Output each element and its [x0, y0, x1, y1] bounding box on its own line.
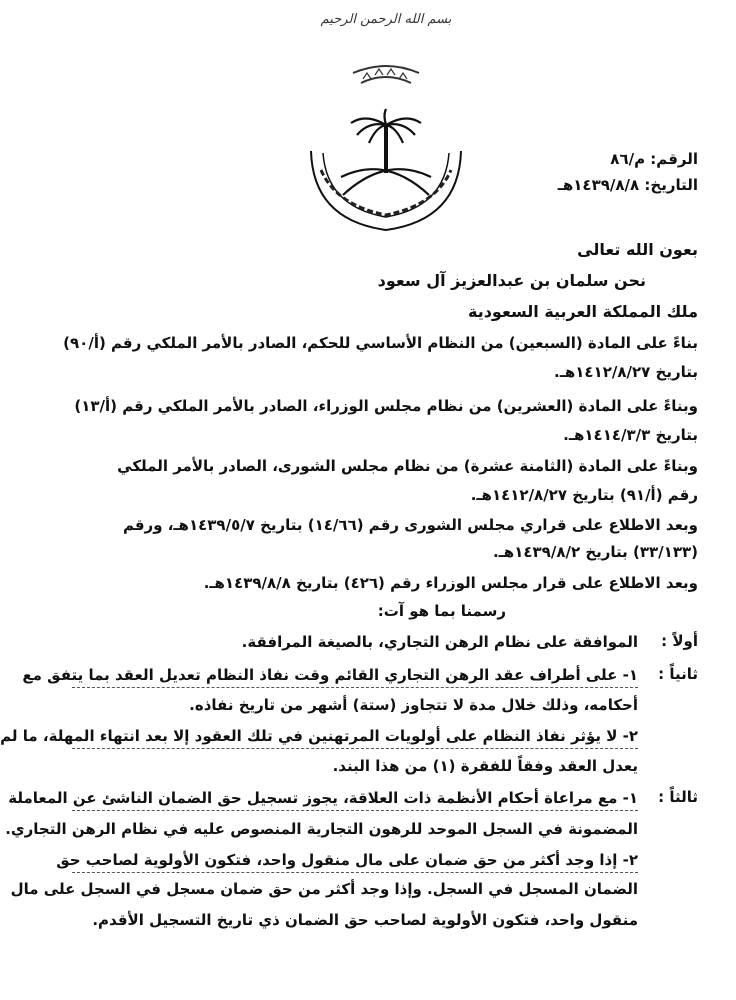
article-second-line: ٢- لا يؤثر نفاذ النظام على أولويات المرتهنين في تلك العقود إلا بعد انتهاء المهلة، ما لم	[72, 726, 638, 749]
operative-phrase: رسمنا بما هو آت:	[377, 602, 506, 620]
article-third-label: ثالثاً :	[658, 788, 698, 806]
recital-line: (٣٣/١٣٣) بتاريخ ١٤٣٩/٨/٢هـ.	[492, 543, 698, 561]
king-title: ملك المملكة العربية السعودية	[467, 302, 698, 321]
saudi-emblem-seal	[291, 55, 481, 240]
article-third-line: منقول واحد، فتكون الأولوية لصاحب حق الضمان ذي تاريخ التسجيل الأقدم.	[92, 911, 638, 929]
recital-line: رقم (أ/٩١) بتاريخ ١٤١٢/٨/٢٧هـ.	[470, 486, 698, 504]
article-second-line: ١- على أطراف عقد الرهن التجاري القائم وقت نفاذ النظام تعديل العقد بما يتفق مع	[72, 665, 638, 688]
article-second-line: أحكامه، وذلك خلال مدة لا تتجاوز (ستة) أشهر من تاريخ نفاذه.	[189, 696, 638, 714]
article-third-line: الضمان المسجل في السجل. وإذا وجد أكثر من حق ضمان مسجل في السجل على مال	[10, 880, 638, 898]
recital-line: بتاريخ ١٤١٤/٣/٣هـ.	[563, 426, 698, 444]
article-second-line: يعدل العقد وفقاً للفقرة (١) من هذا البند.	[332, 757, 638, 775]
article-third-line: ١- مع مراعاة أحكام الأنظمة ذات العلاقة، يجوز تسجيل حق الضمان الناشئ عن المعاملة	[72, 788, 638, 811]
recital-line: وبناءً على المادة (العشرين) من نظام مجلس الوزراء، الصادر بالأمر الملكي رقم (أ/١٣)	[74, 397, 698, 415]
recital-line: وبعد الاطلاع على قرار مجلس الوزراء رقم (٤٢٦) بتاريخ ١٤٣٩/٨/٨هـ.	[203, 574, 698, 592]
recital-line: وبعد الاطلاع على قراري مجلس الشورى رقم (١٤/٦٦) بتاريخ ١٤٣٩/٥/٧هـ، ورقم	[122, 516, 698, 534]
recital-line: بتاريخ ١٤١٢/٨/٢٧هـ.	[554, 363, 698, 381]
article-first-text: الموافقة على نظام الرهن التجاري، بالصيغة المرافقة.	[241, 633, 638, 651]
recital-line: وبناءً على المادة (الثامنة عشرة) من نظام مجلس الشورى، الصادر بالأمر الملكي	[117, 457, 698, 475]
article-third-line: ٢- إذا وجد أكثر من حق ضمان على مال منقول واحد، فتكون الأولوية لصاحب حق	[72, 850, 638, 873]
article-third-line: المضمونة في السجل الموحد للرهون التجارية المنصوص عليه في نظام الرهن التجاري.	[5, 820, 638, 838]
article-second-label: ثانياً :	[658, 665, 698, 683]
decree-number: الرقم: م/٨٦	[610, 150, 698, 168]
basmala: بسم الله الرحمن الرحيم	[320, 12, 452, 27]
decree-date: التاريخ: ١٤٣٩/٨/٨هـ	[557, 176, 698, 194]
invocation: بعون الله تعالى	[577, 240, 698, 259]
article-first-label: أولاً :	[661, 632, 698, 650]
recital-line: بناءً على المادة (السبعين) من النظام الأساسي للحكم، الصادر بالأمر الملكي رقم (أ/٩٠)	[63, 334, 698, 352]
king-name: نحن سلمان بن عبدالعزيز آل سعود	[377, 271, 646, 290]
